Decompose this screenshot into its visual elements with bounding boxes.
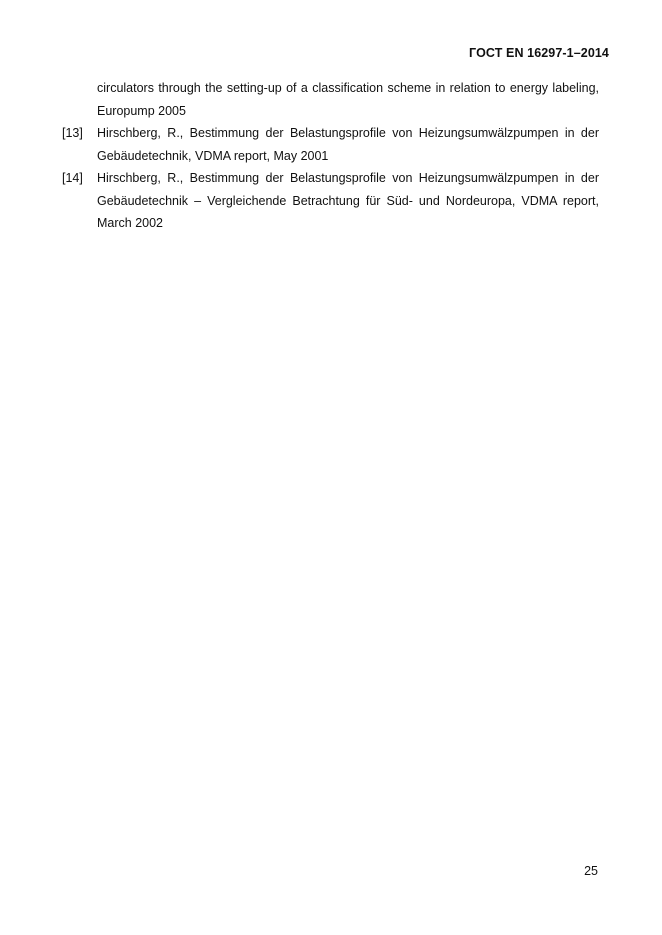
reference-item-13 [62,122,599,167]
reference-text: Hirschberg, R., Bestimmung der Belastungsprofile von Heizungsumwälzpumpen in der Gebäudetechnik – Vergleichende Betrachtung für Süd- und Nordeuropa, VDMA report, March 2002 [97,171,599,230]
reference-text: Hirschberg, R., Bestimmung der Belastungsprofile von Heizungsumwälzpumpen in der Gebäudetechnik, VDMA report, May 2001 [97,126,599,163]
page-number: 25 [584,864,598,878]
reference-list [62,77,599,235]
reference-item-continued [62,77,599,122]
reference-text: circulators through the setting-up of a classification scheme in relation to energy labeling, Europump 2005 [97,81,599,118]
document-standard-id: ГОСТ EN 16297-1–2014 [469,46,609,60]
reference-number: [14] [62,171,83,185]
reference-item-14 [62,167,599,235]
reference-number: [13] [62,126,83,140]
